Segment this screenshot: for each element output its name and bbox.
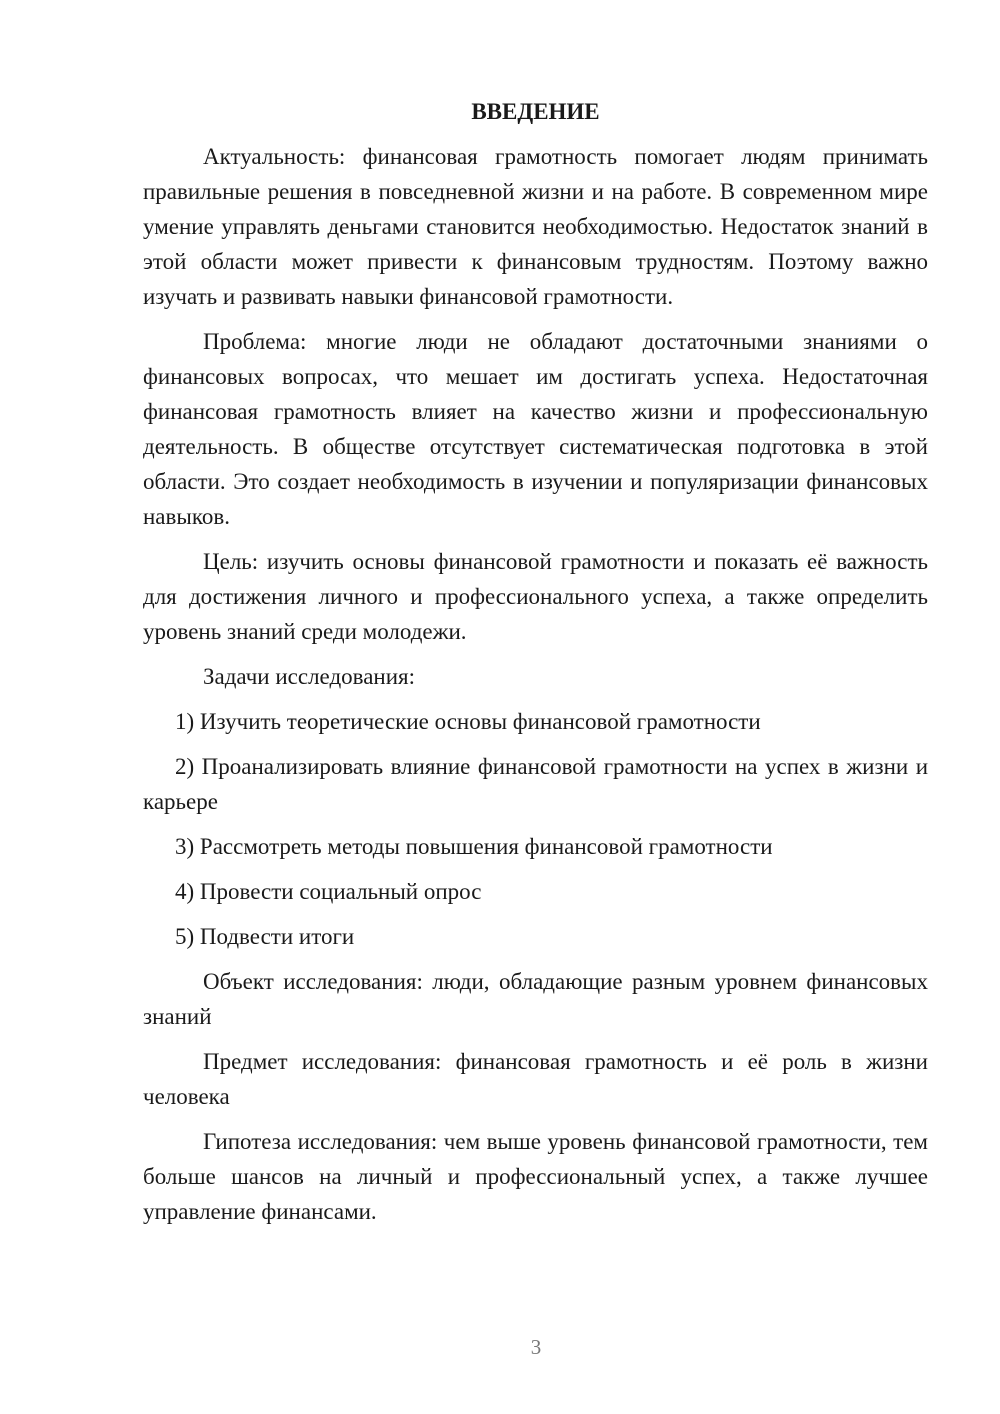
section-title: ВВЕДЕНИЕ — [471, 99, 600, 124]
paragraph-subject: Предмет исследования: финансовая грамотность и её роль в жизни человека — [143, 1049, 928, 1109]
task-item-3: 3) Рассмотреть методы повышения финансовой грамотности — [175, 834, 773, 859]
task-item-4: 4) Провести социальный опрос — [175, 879, 482, 904]
paragraph-tasks-heading: Задачи исследования: — [203, 664, 416, 689]
paragraph-relevance: Актуальность: финансовая грамотность помогает людям принимать правильные решения в повседневной жизни и на работе. В современном мире умение управлять деньгами становится необходимостью. Недостаток знаний в этой области может привести к финансовым трудностям. Поэтому важно изучать и развивать навыки финансовой грамотности. — [143, 144, 928, 309]
task-item-5: 5) Подвести итоги — [175, 924, 355, 949]
task-item-1: 1) Изучить теоретические основы финансовой грамотности — [175, 709, 761, 734]
page-content — [143, 94, 928, 1239]
task-item-2: 2) Проанализировать влияние финансовой грамотности на успех в жизни и карьере — [143, 754, 928, 814]
paragraph-problem: Проблема: многие люди не обладают достаточными знаниями о финансовых вопросах, что мешает им достигать успеха. Недостаточная финансовая грамотность влияет на качество жизни и профессиональную деятельность. В обществе отсутствует систематическая подготовка в этой области. Это создает необходимость в изучении и популяризации финансовых навыков. — [143, 329, 928, 529]
paragraph-hypothesis: Гипотеза исследования: чем выше уровень финансовой грамотности, тем больше шансов на личный и профессиональный успех, а также лучшее управление финансами. — [143, 1129, 928, 1224]
paragraph-object: Объект исследования: люди, обладающие разным уровнем финансовых знаний — [143, 969, 928, 1029]
page-number: 3 — [530, 1335, 542, 1359]
paragraph-goal: Цель: изучить основы финансовой грамотности и показать её важность для достижения личного и профессионального успеха, а также определить уровень знаний среди молодежи. — [143, 549, 928, 644]
